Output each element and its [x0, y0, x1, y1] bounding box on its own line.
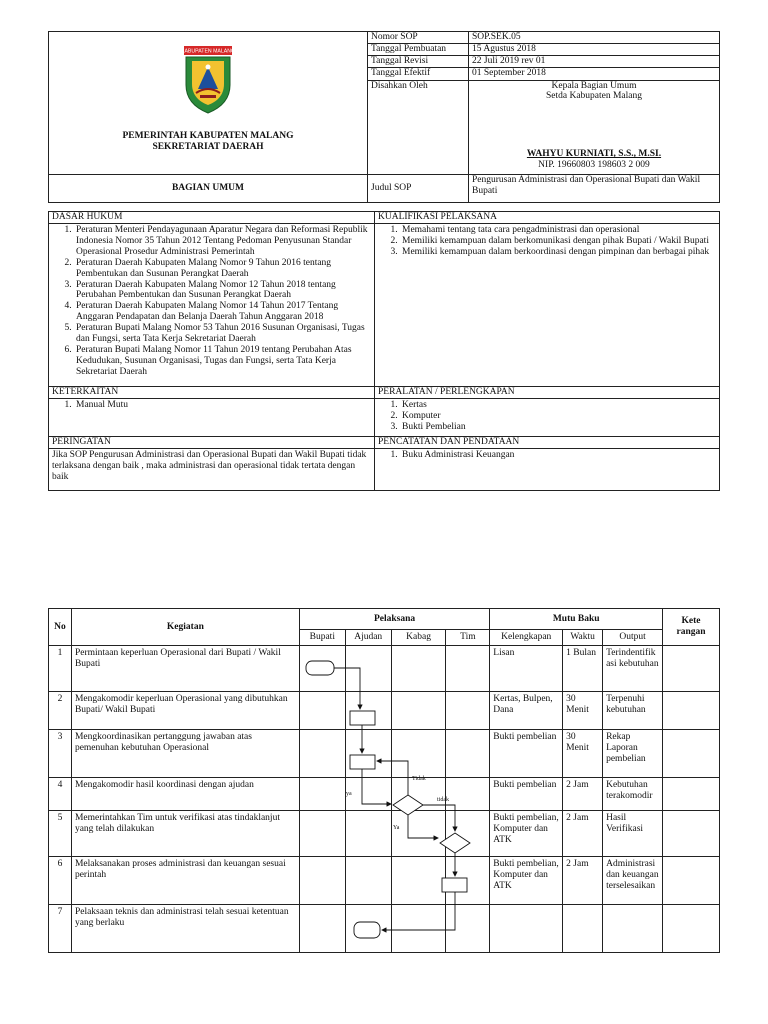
- pencatatan-list: [378, 450, 716, 461]
- dasar-hukum-item: 5. Peraturan Bupati Malang Nomor 53 Tahun 2016 Susunan Organisasi, Tugas dan Fungsi, serta Tata Kerja Sekretariat Daerah: [74, 323, 371, 345]
- table-row: [49, 857, 720, 905]
- row-kelengkapan: Bukti pembelian: [490, 778, 563, 811]
- peralatan-item: 1. Kertas: [400, 400, 716, 411]
- dasar-hukum-title: DASAR HUKUM: [49, 212, 375, 224]
- row-kegiatan: Memerintahkan Tim untuk verifikasi atas tindaklanjut yang telah dilakukan: [71, 811, 299, 857]
- row-kelengkapan: Bukti pembelian, Komputer dan ATK: [490, 811, 563, 857]
- tanggal-efektif-label: Tanggal Efektif: [368, 68, 469, 80]
- row-waktu: [563, 905, 603, 953]
- dasar-hukum-list: [52, 225, 371, 378]
- actor-tim-header: Tim: [446, 630, 490, 646]
- pencatatan-list-cell: [375, 448, 720, 490]
- dasar-hukum-item: 3. Peraturan Daerah Kabupaten Malang Nomor 12 Tahun 2018 tentang Perubahan Pembentukan dan Susunan Perangkat Daerah: [74, 280, 371, 302]
- keterkaitan-title: KETERKAITAN: [49, 386, 375, 398]
- dasar-hukum-item: 1. Peraturan Menteri Pendayagunaan Aparatur Negara dan Reformasi Republik Indonesia Nomor 35 Tahun 2012 Tentang Pedoman Penyusunan Standar Operasional Prosedur Administrasi Pemerintah: [74, 225, 371, 258]
- actor-bupati-header: Bupati: [299, 630, 345, 646]
- table-row: [49, 692, 720, 730]
- logo-text: KABUPATEN MALANG: [181, 48, 235, 55]
- tanggal-revisi-value: 22 Juli 2019 rev 01: [469, 56, 720, 68]
- tanggal-revisi-label: Tanggal Revisi: [368, 56, 469, 68]
- table-row: [49, 730, 720, 778]
- dasar-hukum-list-cell: [49, 223, 375, 386]
- col-pelaksana-header: Pelaksana: [299, 609, 489, 630]
- pencatatan-item: 1. Buku Administrasi Keuangan: [400, 450, 716, 461]
- peralatan-title: PERALATAN / PERLENGKAPAN: [375, 386, 720, 398]
- keterkaitan-item: 1. Manual Mutu: [74, 400, 371, 411]
- peringatan-text: Jika SOP Pengurusan Administrasi dan Operasional Bupati dan Wakil Bupati tidak terlaksana dengan baik , maka administrasi dan operasional tidak tertata dengan baik: [49, 448, 375, 490]
- flow-label-ya-2: Ya: [393, 825, 400, 831]
- row-kelengkapan: [490, 905, 563, 953]
- peringatan-title: PERINGATAN: [49, 436, 375, 448]
- row-waktu: 2 Jam: [563, 811, 603, 857]
- table-row: [49, 811, 720, 857]
- peralatan-list: [378, 400, 716, 433]
- approver-title-1: Kepala Bagian Umum: [551, 80, 637, 91]
- row-output: Hasil Verifikasi: [603, 811, 663, 857]
- peralatan-item: 2. Komputer: [400, 411, 716, 422]
- disahkan-oleh-label: Disahkan Oleh: [368, 80, 469, 174]
- row-kegiatan: Mengkoordinasikan pertanggung jawaban atas pemenuhan kebutuhan Operasional: [71, 730, 299, 778]
- peralatan-item: 3. Bukti Pembelian: [400, 422, 716, 433]
- row-no: 4: [49, 778, 72, 811]
- row-no: 5: [49, 811, 72, 857]
- judul-sop-label: Judul SOP: [368, 175, 469, 203]
- dasar-hukum-item: 6. Peraturan Bupati Malang Nomor 11 Tahun 2019 tentang Perubahan Atas Kedudukan, Susunan Organisasi, Tugas dan Fungsi, serta Tata Kerja Sekretariat Daerah: [74, 345, 371, 378]
- kualifikasi-list: [378, 225, 716, 258]
- row-waktu: 30 Menit: [563, 730, 603, 778]
- output-header: Output: [603, 630, 663, 646]
- approver-title-2: Setda Kabupaten Malang: [545, 91, 643, 102]
- col-mutu-header: Mutu Baku: [490, 609, 663, 630]
- row-kelengkapan: Lisan: [490, 646, 563, 692]
- row-kegiatan: Mengakomodir hasil koordinasi dengan ajudan: [71, 778, 299, 811]
- row-waktu: 2 Jam: [563, 778, 603, 811]
- row-waktu: 30 Menit: [563, 692, 603, 730]
- actor-ajudan-header: Ajudan: [345, 630, 391, 646]
- kabupaten-malang-logo-icon: [178, 45, 238, 115]
- row-kegiatan: Pelaksaan teknis dan administrasi telah sesuai ketentuan yang berlaku: [71, 905, 299, 953]
- approval-cell: [469, 80, 720, 174]
- row-output: Rekap Laporan pembelian: [603, 730, 663, 778]
- dasar-hukum-item: 4. Peraturan Daerah Kabupaten Malang Nomor 14 Tahun 2017 Tentang Anggaran Pendapatan dan Belanja Daerah Tahun Anggaran 2018: [74, 301, 371, 323]
- kualifikasi-item: 3. Memiliki kemampuan dalam berkoordinasi dengan pimpinan dan berbagai pihak: [400, 247, 716, 258]
- peralatan-list-cell: [375, 398, 720, 436]
- pencatatan-title: PENCATATAN DAN PENDATAAN: [375, 436, 720, 448]
- row-no: 1: [49, 646, 72, 692]
- tanggal-pembuatan-label: Tanggal Pembuatan: [368, 44, 469, 56]
- sop-header-table: [48, 31, 720, 203]
- dasar-hukum-item: 2. Peraturan Daerah Kabupaten Malang Nomor 9 Tahun 2016 tentang Pembentukan dan Susunan Perangkat Daerah: [74, 258, 371, 280]
- table-row: [49, 905, 720, 953]
- row-kegiatan: Melaksanakan proses administrasi dan keuangan sesuai perintah: [71, 857, 299, 905]
- tanggal-pembuatan-value: 15 Agustus 2018: [469, 44, 720, 56]
- table-row: [49, 778, 720, 811]
- flow-label-tidak-2: tidak: [437, 797, 449, 803]
- flow-label-tidak-1: Tidak: [412, 776, 426, 782]
- kelengkapan-header: Kelengkapan: [490, 630, 563, 646]
- row-no: 2: [49, 692, 72, 730]
- row-output: Terpenuhi kebutuhan: [603, 692, 663, 730]
- row-output: Kebutuhan terakomodir: [603, 778, 663, 811]
- col-keterangan-header: Kete rangan: [663, 609, 720, 646]
- table-row: [49, 646, 720, 692]
- tanggal-efektif-value: 01 September 2018: [469, 68, 720, 80]
- flow-label-ya-1: ya: [346, 791, 352, 797]
- approver-name: WAHYU KURNIATI, S.S., M.SI.: [526, 149, 662, 160]
- col-kegiatan-header: Kegiatan: [71, 609, 299, 646]
- org-name-line2: SEKRETARIAT DAERAH: [152, 141, 264, 152]
- row-kelengkapan: Bukti pembelian, Komputer dan ATK: [490, 857, 563, 905]
- row-waktu: 2 Jam: [563, 857, 603, 905]
- col-no-header: No: [49, 609, 72, 646]
- waktu-header: Waktu: [563, 630, 603, 646]
- kualifikasi-item: 1. Memahami tentang tata cara pengadministrasi dan operasional: [400, 225, 716, 236]
- judul-sop-value: Pengurusan Administrasi dan Operasional Bupati dan Wakil Bupati: [469, 175, 720, 203]
- row-kelengkapan: Bukti pembelian: [490, 730, 563, 778]
- keterkaitan-list: [52, 400, 371, 411]
- row-kegiatan: Permintaan keperluan Operasional dari Bupati / Wakil Bupati: [71, 646, 299, 692]
- kualifikasi-title: KUALIFIKASI PELAKSANA: [375, 212, 720, 224]
- row-no: 7: [49, 905, 72, 953]
- row-kegiatan: Mengakomodir keperluan Operasional yang dibutuhkan Bupati/ Wakil Bupati: [71, 692, 299, 730]
- row-output: Administrasi dan keuangan terselesaikan: [603, 857, 663, 905]
- sop-info-table: [48, 211, 720, 491]
- org-cell: [49, 32, 368, 175]
- row-waktu: 1 Bulan: [563, 646, 603, 692]
- nomor-sop-label: Nomor SOP: [368, 32, 469, 44]
- org-name-line1: PEMERINTAH KABUPATEN MALANG: [122, 130, 294, 141]
- row-no: 6: [49, 857, 72, 905]
- unit-name: BAGIAN UMUM: [49, 175, 368, 203]
- row-output: Terindentifik asi kebutuhan: [603, 646, 663, 692]
- row-kelengkapan: Kertas, Bulpen, Dana: [490, 692, 563, 730]
- actor-kabag-header: Kabag: [391, 630, 446, 646]
- nomor-sop-value: SOP.SEK.05: [469, 32, 720, 44]
- kualifikasi-item: 2. Memiliki kemampuan dalam berkomunikasi dengan pihak Bupati / Wakil Bupati: [400, 236, 716, 247]
- keterkaitan-list-cell: [49, 398, 375, 436]
- row-no: 3: [49, 730, 72, 778]
- row-output: [603, 905, 663, 953]
- sop-flow-table: [48, 608, 720, 953]
- approver-nip: NIP. 19660803 198603 2 009: [538, 160, 650, 171]
- kualifikasi-list-cell: [375, 223, 720, 386]
